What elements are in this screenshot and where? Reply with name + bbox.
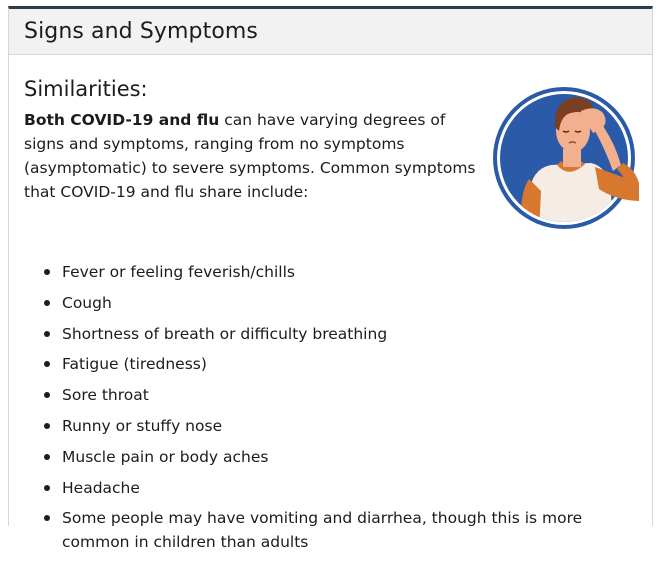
- symptom-list-item: [24, 260, 652, 284]
- symptom-list-item: [24, 322, 652, 346]
- bullet-icon: [44, 269, 50, 275]
- symptom-text: Runny or stuffy nose: [62, 416, 223, 435]
- symptom-text: Fever or feeling feverish/chills: [62, 263, 295, 281]
- bullet-icon: [44, 361, 50, 367]
- symptom-text: Fatigue (tiredness): [62, 355, 207, 374]
- symptom-text: Headache: [62, 478, 140, 497]
- intro-text: can have varying degrees of signs and symptoms, ranging from no symptoms (asymptomatic) to severe symptoms. Common symptoms that COVID-19 and flu share include:: [24, 111, 476, 201]
- signs-and-symptoms-card: [8, 6, 653, 552]
- symptom-text: Shortness of breath or difficulty breathing: [62, 324, 388, 343]
- symptom-text: Cough: [62, 293, 112, 312]
- bullet-icon: [44, 331, 50, 337]
- symptom-list: [24, 260, 652, 561]
- symptom-list-item: [24, 291, 652, 315]
- card-header: [9, 9, 652, 55]
- symptom-text: Sore throat: [62, 386, 149, 405]
- section-heading: Similarities:: [24, 77, 148, 101]
- symptom-list-item: [24, 476, 652, 500]
- intro-bold-text: Both COVID-19 and flu: [24, 111, 220, 129]
- bullet-icon: [44, 423, 50, 429]
- bullet-icon: [44, 515, 50, 521]
- symptom-text: Some people may have vomiting and diarrhea, though this is more common in children than adults: [62, 509, 583, 552]
- card-title: Signs and Symptoms: [24, 19, 258, 44]
- intro-paragraph: [24, 108, 484, 204]
- bullet-icon: [44, 454, 50, 460]
- symptom-text: Muscle pain or body aches: [62, 447, 269, 466]
- symptom-list-item: [24, 352, 652, 376]
- bullet-icon: [44, 485, 50, 491]
- sick-person-headache-icon: [489, 83, 639, 233]
- symptom-list-item: [24, 445, 652, 469]
- symptom-list-item: [24, 414, 652, 438]
- bullet-icon: [44, 300, 50, 306]
- bullet-icon: [44, 392, 50, 398]
- symptom-list-item: [24, 506, 652, 554]
- symptom-list-item: [24, 383, 652, 407]
